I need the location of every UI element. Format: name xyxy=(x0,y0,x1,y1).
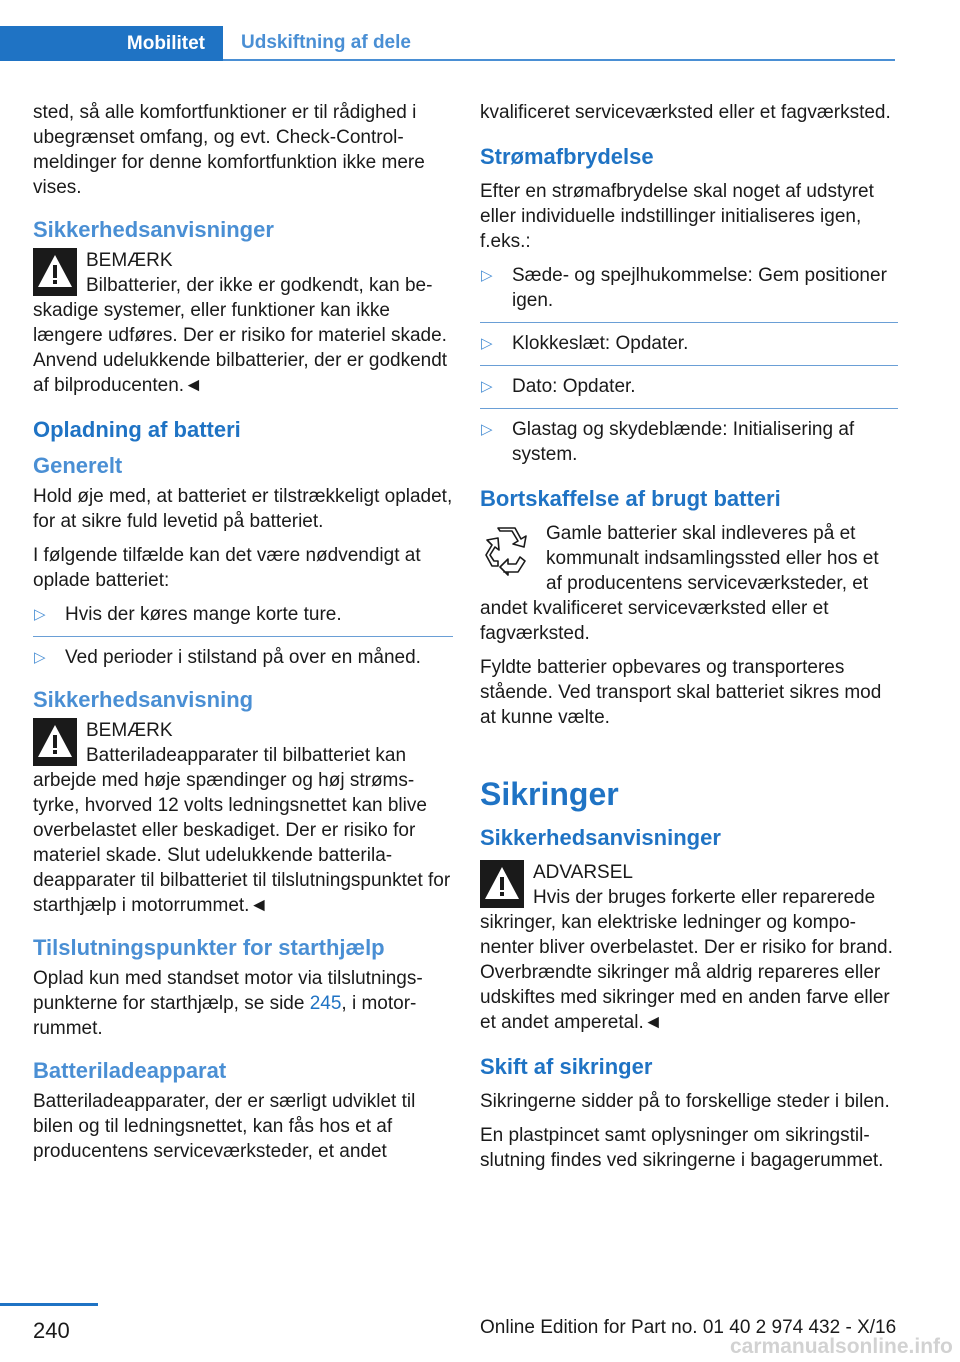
warning-triangle-icon xyxy=(33,248,77,296)
list-item xyxy=(33,636,453,670)
paragraph xyxy=(33,966,453,1041)
bullet-list xyxy=(33,602,453,670)
paragraph: Sikringerne sidder på to forskellige steder i bilen. xyxy=(480,1091,890,1112)
bullet-list xyxy=(480,263,898,467)
heading-safety-instructions: Sikkerhedsanvisninger xyxy=(33,217,274,242)
notice-text: Hvis der bruges forkerte eller reparerede sikringer, kan elektriske ledninger og komponenter bliver overbelastet. Der er risiko for brand. Overbrændte sikringer må aldrig repareres eller udskiftes med sikringer med en anden farve eller et andet amperetal.◄ xyxy=(480,887,893,1033)
paragraph: Batteriladeapparater, der er særligt udviklet til bilen og til ledningsnettet, kan fås hos et af producentens serviceværksteder, et andet xyxy=(33,1091,416,1162)
heading-disposal: Bortskaffelse af brugt batteri xyxy=(480,486,781,511)
list-item-text: Hvis der køres mange korte ture. xyxy=(65,604,342,625)
notice-text: Bilbatterier, der ikke er godkendt, kan beskadige systemer, eller funktioner kan ikke længere udføres. Der er risiko for materiel skade. Anvend udelukkende bilbatterier, der er godkendt af bilproducenten.◄ xyxy=(33,275,448,396)
notice-box xyxy=(33,248,453,398)
triangle-bullet-icon: ▷ xyxy=(481,378,493,395)
paragraph: Fyldte batterier opbevares og transporteres stående. Ved transport skal batteriet sikres mod at kunne vælte. xyxy=(480,657,882,728)
triangle-bullet-icon: ▷ xyxy=(481,267,493,284)
list-item xyxy=(480,408,898,467)
notice-kind: ADVARSEL xyxy=(533,862,633,883)
heading-battery-charger: Batteriladeapparat xyxy=(33,1058,227,1083)
notice-box xyxy=(33,718,453,918)
heading-general: Generelt xyxy=(33,453,123,478)
footer-rule xyxy=(0,1303,98,1306)
list-item xyxy=(480,263,898,313)
triangle-bullet-icon: ▷ xyxy=(481,335,493,352)
notice-text: Batteriladeapparater til bilbatteriet kan arbejde med høje spændinger og høj strømstyrke, hvorved 12 volts ledningsnettet kan blive overbelastet eller beskadiget. Der er risiko for materiel skade. Slut udelukkende batteriladeapparater til bilbatteriet til tilslutningspunktet for starthjælp i motorrummet.◄ xyxy=(33,745,451,916)
paragraph: Gamle batterier skal indleveres på et kommunalt indsamlingssted eller hos et af producentens serviceværksteder, et andet kvalificeret serviceværksted eller et fagværksted. xyxy=(480,523,879,644)
warning-triangle-icon xyxy=(480,860,524,908)
page-link[interactable]: 245 xyxy=(309,993,342,1014)
text: , i motorrummet. xyxy=(33,993,417,1039)
list-item-text: Klokkeslæt: Opdater. xyxy=(512,333,689,354)
paragraph: Hold øje med, at batteriet er tilstrækkeligt opladet, for at sikre fuld levetid på batteriet. xyxy=(33,486,453,532)
section-tab-mobilitet: Mobilitet xyxy=(0,26,223,61)
chapter-tab-udskiftning: Udskiftning af dele xyxy=(223,26,895,61)
triangle-bullet-icon: ▷ xyxy=(34,649,46,666)
heading-safety-instruction: Sikkerhedsanvisning xyxy=(33,687,254,712)
list-item-text: Ved perioder i stilstand på over en måned. xyxy=(65,647,421,668)
edition-note: Online Edition for Part no. 01 40 2 974 432 - X/16 xyxy=(480,1317,897,1338)
recycle-icon xyxy=(480,523,532,579)
warning-triangle-icon xyxy=(33,718,77,766)
paragraph: kvalificeret serviceværksted eller et fagværksted. xyxy=(480,102,891,123)
heading-jump-start-points: Tilslutningspunkter for starthjælp xyxy=(33,935,385,960)
heading-fuses: Sikringer xyxy=(480,776,619,812)
list-item xyxy=(33,602,453,627)
notice-kind: BEMÆRK xyxy=(86,250,173,271)
right-column xyxy=(480,100,898,1182)
list-item-text: Sæde- og spejlhukommelse: Gem positioner igen. xyxy=(512,265,887,311)
list-item xyxy=(480,365,898,399)
left-column xyxy=(33,100,453,1173)
triangle-bullet-icon: ▷ xyxy=(34,606,46,623)
heading-power-failure: Strømafbrydelse xyxy=(480,144,654,169)
heading-safety-instructions-fuses: Sikkerhedsanvisninger xyxy=(480,825,721,850)
triangle-bullet-icon: ▷ xyxy=(481,421,493,438)
notice-box xyxy=(480,860,898,1035)
paragraph: En plastpincet samt oplysninger om sikringstilslutning findes ved sikringerne i bagagerummet. xyxy=(480,1125,884,1171)
text: Oplad kun med standset motor via tilslutningspunkterne for starthjælp, se side xyxy=(33,968,423,1014)
paragraph: I følgende tilfælde kan det være nødvendigt at oplade batteriet: xyxy=(33,545,421,591)
paragraph: sted, så alle komfortfunktioner er til rådighed i ubegrænset omfang, og evt. Check-Control-meldinger for denne komfortfunktion ikke mere vises. xyxy=(33,102,425,198)
heading-charging: Opladning af batteri xyxy=(33,417,241,442)
page-header xyxy=(0,0,960,62)
list-item-text: Dato: Opdater. xyxy=(512,376,636,397)
disposal-block xyxy=(480,521,898,646)
list-item xyxy=(480,322,898,356)
watermark: carmanualsonline.info xyxy=(730,1335,953,1358)
list-item-text: Glastag og skydeblænde: Initialisering af system. xyxy=(512,419,855,465)
notice-kind: BEMÆRK xyxy=(86,720,173,741)
heading-replace-fuses: Skift af sikringer xyxy=(480,1054,653,1079)
paragraph: Efter en strømafbrydelse skal noget af udstyret eller individuelle indstillinger initialiseres igen, f.eks.: xyxy=(480,181,874,252)
page-number: 240 xyxy=(33,1318,70,1343)
